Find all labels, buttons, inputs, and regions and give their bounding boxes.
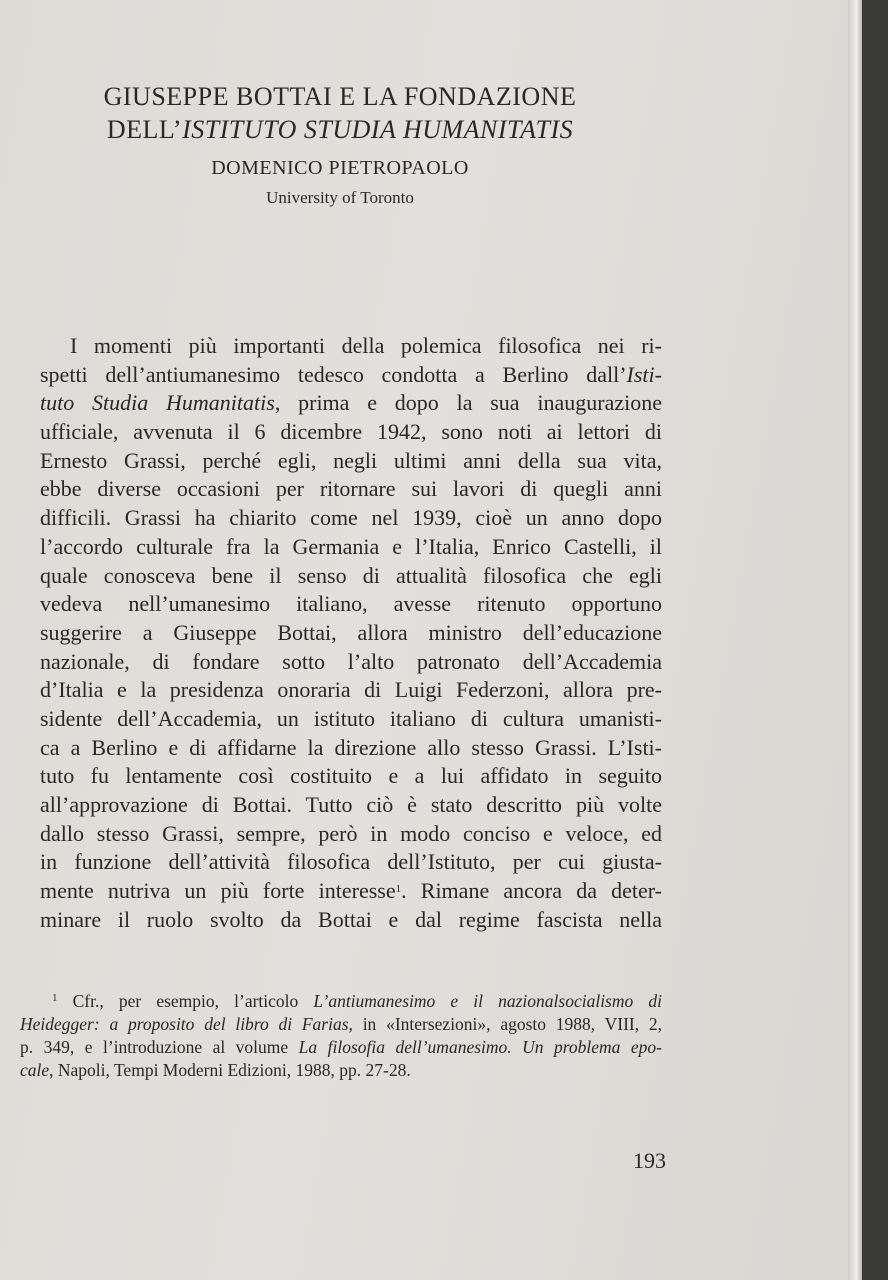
text-segment: ufficiale, avvenuta il 6 dicembre 1942, sono noti ai lettori di: [40, 419, 662, 445]
italic-text: Heidegger: a proposito del libro di Farias: [20, 1014, 349, 1034]
text-line: [40, 533, 662, 562]
text-line: [40, 418, 662, 447]
italic-text: La filosofia dell’umanesimo. Un problema epo-: [298, 1037, 662, 1057]
text-line: [40, 619, 662, 648]
text-segment: , prima e dopo la sua inaugurazione: [274, 390, 662, 416]
footnote-line: [20, 990, 662, 1013]
italic-text: Isti-: [626, 361, 662, 387]
italic-text: tuto Studia Humanitatis: [40, 390, 275, 416]
text-segment: spetti dell’antiumanesimo tedesco condotta a Berlino dall’: [40, 361, 627, 387]
text-segment: Cfr., per esempio, l’articolo: [57, 991, 314, 1011]
text-segment: . Rimane ancora da deter-: [401, 878, 662, 904]
text-line: [40, 504, 662, 533]
title-italic: ISTITUTO STUDIA HUMANITATIS: [182, 115, 574, 144]
footnote-marker: 1: [52, 992, 58, 1004]
footnote-line: [20, 1013, 662, 1036]
text-line: [40, 562, 662, 591]
text-segment: quale conosceva bene il senso di attualità filosofica che egli: [40, 562, 662, 588]
text-segment: ebbe diverse occasioni per ritornare sui lavori di quegli anni: [40, 476, 662, 502]
text-line: [40, 676, 662, 705]
text-line: [40, 705, 662, 734]
text-segment: l’accordo culturale fra la Germania e l’Italia, Enrico Castelli, il: [40, 533, 662, 559]
text-segment: p. 349, e l’introduzione al volume: [20, 1037, 299, 1057]
text-line: [40, 332, 662, 361]
text-segment: mente nutriva un più forte interesse: [40, 878, 396, 904]
text-line: [40, 389, 662, 418]
author-affiliation: University of Toronto: [266, 188, 414, 207]
article-title-line-1: GIUSEPPE BOTTAI E LA FONDAZIONE: [103, 82, 577, 111]
text-line: [40, 734, 662, 763]
text-line: [40, 877, 662, 906]
footnote-marker: 1: [395, 883, 402, 896]
text-segment: ca a Berlino e di affidarne la direzione allo stesso Grassi. L’Isti-: [40, 734, 662, 760]
text-line: [40, 447, 662, 476]
text-segment: , in «Intersezioni», agosto 1988, VIII, 2,: [348, 1014, 662, 1034]
text-segment: I momenti più importanti della polemica filosofica nei ri-: [70, 333, 662, 358]
text-line: [40, 820, 662, 849]
text-segment: difficili. Grassi ha chiarito come nel 1939, cioè un anno dopo: [40, 505, 662, 531]
text-segment: in funzione dell’attività filosofica dell’Istituto, per cui giusta-: [40, 849, 662, 875]
article-title-line-2: [60, 113, 620, 146]
footnote-line: [20, 1059, 662, 1082]
text-segment: all’approvazione di Bottai. Tutto ciò è stato descritto più volte: [40, 792, 662, 817]
footnote-line: [20, 1036, 662, 1059]
text-line: [40, 906, 662, 935]
page-number: 193: [633, 1148, 666, 1173]
text-segment: dallo stesso Grassi, sempre, però in modo conciso e veloce, ed: [40, 820, 662, 846]
text-line: [40, 848, 662, 877]
text-segment: nazionale, di fondare sotto l’alto patronato dell’Accademia: [40, 648, 662, 674]
page-edge: [848, 0, 862, 1280]
text-line: [40, 475, 662, 504]
footnote: [20, 990, 662, 1082]
text-segment: , Napoli, Tempi Moderni Edizioni, 1988, pp. 27-28.: [49, 1060, 411, 1080]
text-segment: sidente dell’Accademia, un istituto italiano di cultura umanisti-: [40, 705, 662, 731]
italic-text: L’antiumanesimo e il nazionalsocialismo di: [313, 991, 662, 1011]
text-line: [40, 361, 662, 390]
text-line: [40, 590, 662, 619]
text-segment: Ernesto Grassi, perché egli, negli ultimi anni della sua vita,: [40, 447, 662, 473]
text-line: [40, 791, 662, 820]
text-segment: d’Italia e la presidenza onoraria di Luigi Federzoni, allora pre-: [40, 677, 662, 703]
italic-text: cale: [20, 1060, 50, 1080]
text-segment: suggerire a Giuseppe Bottai, allora ministro dell’educazione: [40, 619, 662, 645]
text-line: [40, 762, 662, 791]
author-name: DOMENICO PIETROPAOLO: [211, 157, 469, 179]
title-prefix: DELL’: [106, 115, 183, 144]
body-text: [40, 332, 662, 934]
text-segment: vedeva nell’umanesimo italiano, avesse ritenuto opportuno: [40, 591, 662, 617]
text-segment: minare il ruolo svolto da Bottai e dal regime fascista nella: [40, 906, 662, 932]
text-line: [40, 648, 662, 677]
text-segment: tuto fu lentamente così costituito e a lui affidato in seguito: [40, 763, 662, 789]
